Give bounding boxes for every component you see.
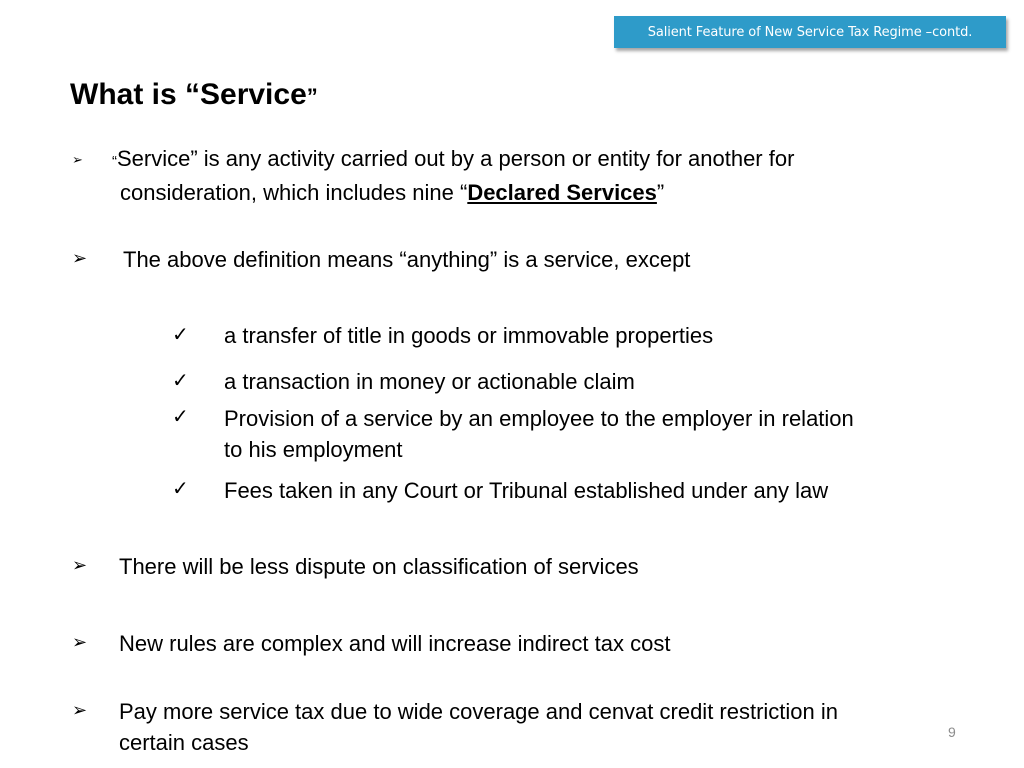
- bullet-service-definition: “Service” is any activity carried out by a person or entity for another for consideration, which includes nine “Declared Services”: [112, 146, 795, 205]
- arrow-bullet-icon: ➢: [72, 700, 88, 720]
- bullet-definition-meaning: The above definition means “anything” is a service, except: [123, 247, 691, 272]
- section-banner: Salient Feature of New Service Tax Regime –contd.: [614, 16, 1006, 48]
- slide-title: What is “Service”: [70, 78, 318, 111]
- bullet-complex-rules: New rules are complex and will increase indirect tax cost: [119, 631, 671, 656]
- checkmark-icon: ✓: [172, 324, 189, 346]
- arrow-bullet-icon: ➢: [72, 555, 88, 575]
- checkmark-icon: ✓: [172, 370, 189, 392]
- checkmark-icon: ✓: [172, 406, 189, 428]
- arrow-bullet-icon: ➢: [72, 152, 83, 167]
- declared-services-link[interactable]: Declared Services: [467, 180, 657, 205]
- exception-item: Provision of a service by an employee to the employer in relation to his employment: [224, 406, 854, 462]
- exception-item: a transfer of title in goods or immovable properties: [224, 323, 714, 348]
- bullet-less-dispute: There will be less dispute on classification of services: [119, 554, 639, 579]
- page-number: 9: [948, 724, 956, 740]
- exception-item: Fees taken in any Court or Tribunal established under any law: [224, 478, 829, 503]
- bullet-more-tax: Pay more service tax due to wide coverage and cenvat credit restriction in certain cases: [119, 699, 839, 755]
- exception-item: a transaction in money or actionable claim: [224, 369, 635, 394]
- arrow-bullet-icon: ➢: [72, 248, 88, 268]
- checkmark-icon: ✓: [172, 478, 189, 500]
- arrow-bullet-icon: ➢: [72, 632, 88, 652]
